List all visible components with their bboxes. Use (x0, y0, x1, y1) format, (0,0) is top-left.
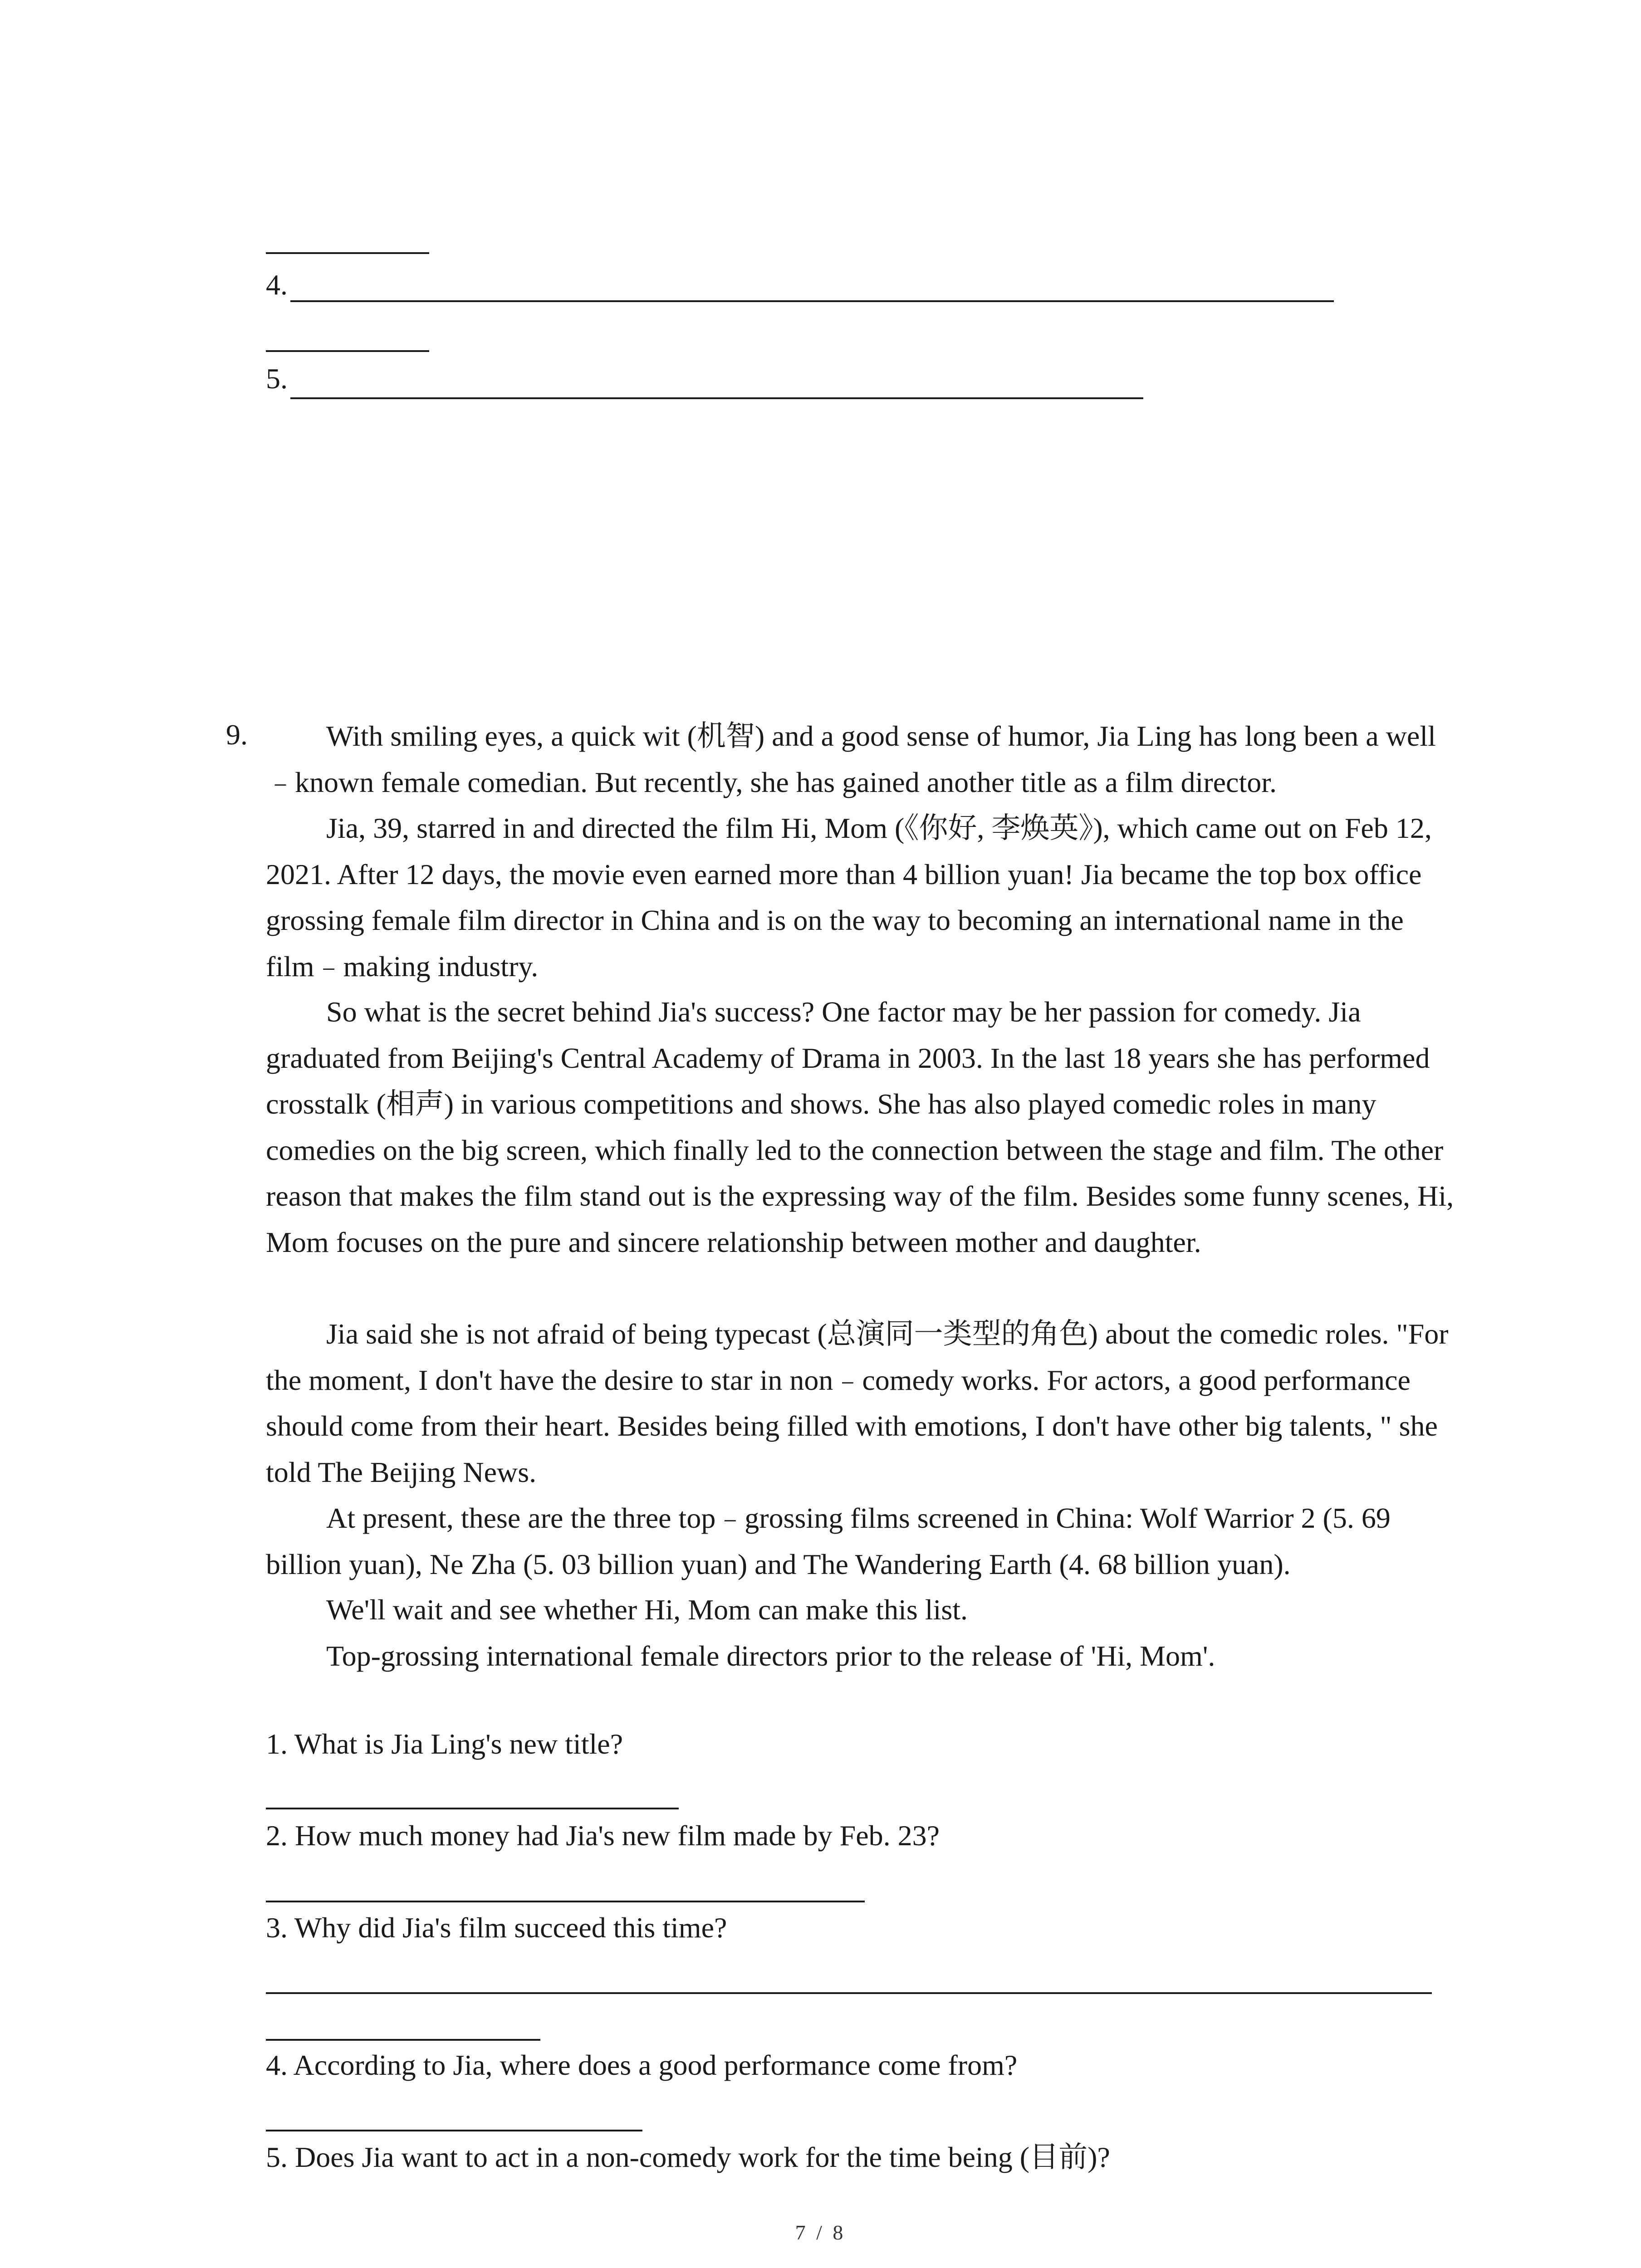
answer-blank-line[interactable] (290, 300, 1334, 302)
answer-blank-line[interactable] (266, 1901, 865, 1902)
answer-blank-line[interactable] (266, 2130, 642, 2131)
answer-blank-line[interactable] (266, 252, 429, 254)
answer-blank-line[interactable] (266, 1808, 679, 1809)
passage-paragraph: Jia, 39, starred in and directed the film Hi, Mom (《你好, 李焕英》), which came out on Feb 12, 2021. After 12 days, the movie even earned more than 4 billion yuan! Jia became the top box office grossing female film director in China and is on the way to becoming an international name in the film﹣making industry. (266, 812, 1432, 982)
answer-blank-line[interactable] (266, 2039, 540, 2041)
passage-paragraph: So what is the secret behind Jia's success? One factor may be her passion for comedy. Jia graduated from Beijing's Central Academy of Drama in 2003. In the last 18 years she has performed crosstalk (相声) in various competitions and shows. She has also played comedic roles in many comedies on the big screen, which finally led to the connection between the stage and film. The other reason that makes the film stand out is the expressing way of the film. Besides some funny scenes, Hi, Mom focuses on the pure and sincere relationship between mother and daughter. (266, 996, 1454, 1258)
passage-paragraph: At present, these are the three top﹣grossing films screened in China: Wolf Warrior 2 (5. 69 billion yuan), Ne Zha (5. 03 billion yuan) and The Wandering Earth (4. 68 billion yuan). (266, 1502, 1391, 1580)
question-number: 9. (226, 719, 248, 751)
page-number: 7 / 8 (795, 2221, 846, 2244)
answer-blank-line[interactable] (290, 397, 1143, 399)
passage-paragraph: Top-grossing international female directors prior to the release of 'Hi, Mom'. (326, 1640, 1215, 1672)
answer-blank-line[interactable] (266, 1992, 1432, 1994)
sub-question: 4. According to Jia, where does a good performance come from? (266, 2049, 1018, 2081)
sub-question: 2. How much money had Jia's new film made by Feb. 23? (266, 1819, 940, 1852)
sub-question: 3. Why did Jia's film succeed this time? (266, 1911, 727, 1944)
passage-paragraph: Jia said she is not afraid of being typecast (总演同一类型的角色) about the comedic roles. "For the moment, I don't have the desire to star in non﹣comedy works. For actors, a good performance should come from their heart. Besides being filled with emotions, I don't have other big talents, " she told The Beijing News. (266, 1318, 1449, 1488)
blank-item-label: 5. (266, 362, 288, 395)
sub-question: 5. Does Jia want to act in a non-comedy work for the time being (目前)? (266, 2141, 1110, 2173)
answer-blank-line[interactable] (266, 350, 429, 352)
passage-paragraph: We'll wait and see whether Hi, Mom can make this list. (326, 1593, 968, 1626)
blank-item-label: 4. (266, 269, 288, 301)
passage-paragraph: With smiling eyes, a quick wit (机智) and a good sense of humor, Jia Ling has long been a well﹣known female comedian. But recently, she has gained another title as a film director. (266, 720, 1436, 798)
sub-question: 1. What is Jia Ling's new title? (266, 1728, 623, 1760)
